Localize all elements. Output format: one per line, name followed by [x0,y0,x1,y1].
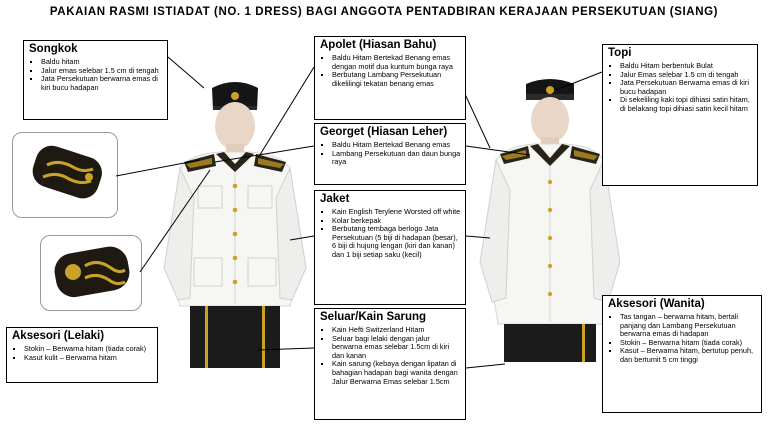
seluar-item: ▪ Kain Hefti Switzerland Hitam [332,326,461,335]
songkok-item: ▪ Jalur emas selebar 1.5 cm di tengah [41,67,163,76]
aksesori-lelaki-title: Aksesori (Lelaki) [12,330,105,342]
apolet-item: ▪ Baldu Hitam Bertekad Benang emas dengan motif dua kuntum bunga raya [332,54,461,71]
jaket-item: ▪ Berbutang tembaga berlogo Jata Persekutuan (5 biji di hadapan (besar), 6 biji di hujung lengan (kiri dan kanan) dan 1 biji setiap saku (kecil) [332,225,461,259]
topi-item: ▪ Baldu Hitam berbentuk Bulat [620,62,753,71]
topi-item: ▪ Di sekeliling kaki topi dihiasi satin hitam, di belakang topi dihiasi satin kecil hitam [620,96,753,113]
jaket-title: Jaket [320,193,350,205]
aksesori-lelaki-item: ▪ Kasut kulit – Berwarna hitam [24,354,153,363]
aksesori-wanita-item: ▪ Stokin – Berwarna hitam (tiada corak) [620,339,757,348]
page-title: PAKAIAN RASMI ISTIADAT (NO. 1 DRESS) BAGI ANGGOTA PENTADBIRAN KERAJAAN PERSEKUTUAN (SIANG) [49,6,719,18]
topi-item: ▪ Jalur Emas selebar 1.5 cm di tengah [620,71,753,80]
seluar-box [314,308,466,420]
georget-item: ▪ Lambang Persekutuan dan daun bunga raya [332,150,461,167]
topi-box [602,44,758,186]
seluar-item: ▪ Kain sarung (kebaya dengan lipatan di bahagian hadapan bagi wanita dengan Jalur Berwarna Emas selebar 1.5cm [332,360,461,386]
songkok-title: Songkok [29,43,78,55]
seluar-item: ▪ Seluar bagi lelaki dengan jalur berwarna emas selebar 1.5cm di kiri dan kanan [332,335,461,361]
songkok-item: ▪ Jata Persekutuan berwarna emas di kiri bucu hadapan [41,75,163,92]
seluar-title: Seluar/Kain Sarung [320,311,427,323]
georget-title: Georget (Hiasan Leher) [320,126,448,138]
jaket-item: ▪ Kain English Terylene Worsted off white [332,208,461,217]
jaket-box [314,190,466,305]
topi-title: Topi [608,47,632,59]
songkok-box [23,40,168,120]
aksesori-wanita-title: Aksesori (Wanita) [608,298,705,310]
topi-item: ▪ Jata Persekutuan Berwarna emas di kiri bucu hadapan [620,79,753,96]
aksesori-wanita-item: ▪ Kasut – Berwarna hitam, bertutup penuh, dan bertumit 5 cm tinggi [620,347,757,364]
aksesori-wanita-box [602,295,762,413]
georget-item: ▪ Baldu Hitam Bertekad Benang emas [332,141,461,150]
songkok-item: ▪ Baldu hitam [41,58,163,67]
apolet-box [314,36,466,120]
jaket-item: ▪ Kolar berkepak [332,217,461,226]
apolet-item: ▪ Berbutang Lambang Persekutuan dikelilingi tekatan benang emas [332,71,461,88]
aksesori-lelaki-box [6,327,158,383]
aksesori-wanita-item: ▪ Tas tangan – berwarna hitam, bertali panjang dan Lambang Persekutuan berwarna emas di hadapan [620,313,757,339]
apolet-title: Apolet (Hiasan Bahu) [320,39,437,51]
aksesori-lelaki-item: ▪ Stokin – Berwarna hitam (tiada corak) [24,345,153,354]
georget-box [314,123,466,185]
